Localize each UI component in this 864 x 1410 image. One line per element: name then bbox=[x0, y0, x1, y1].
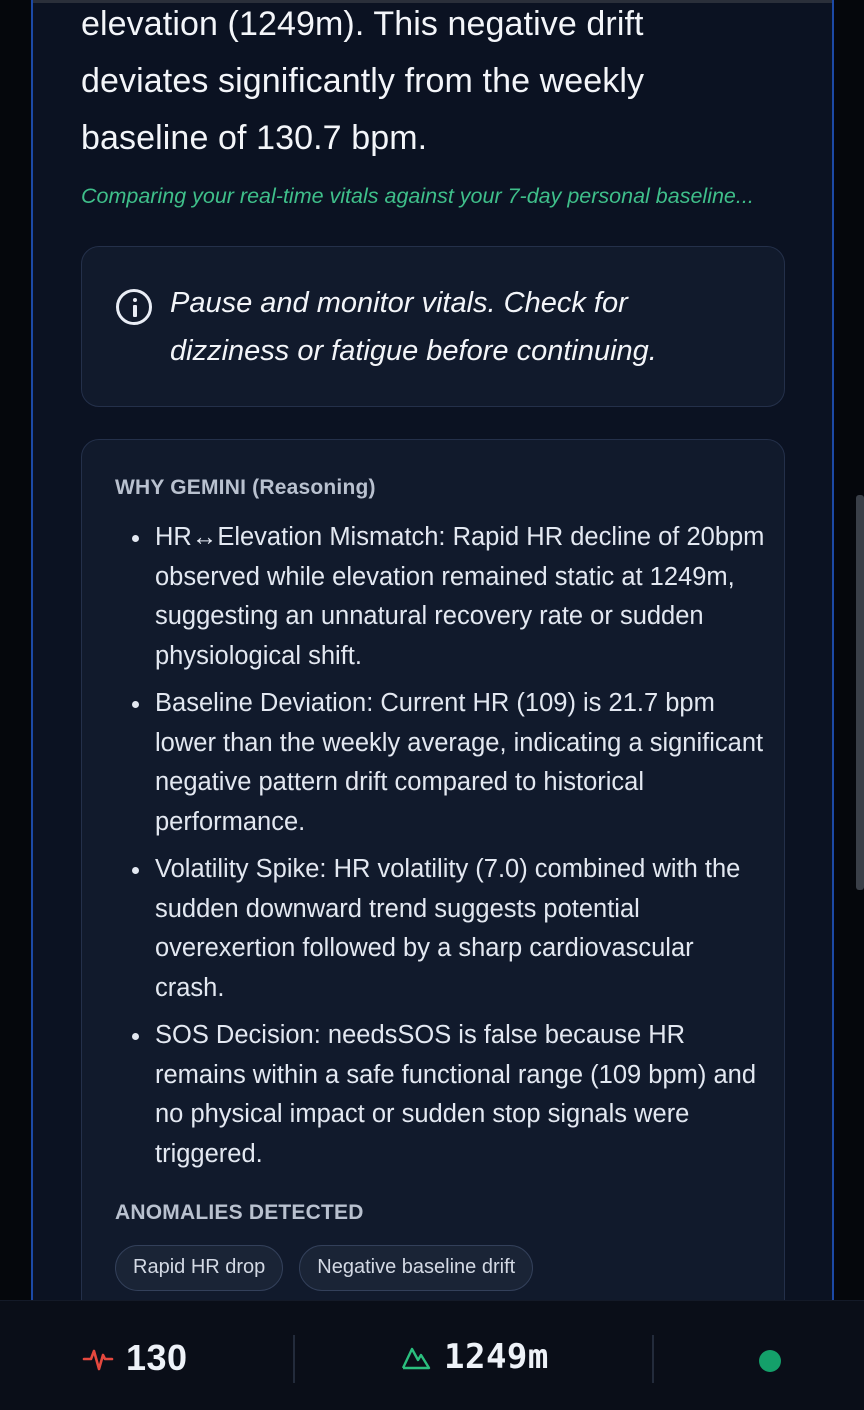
reasoning-item: SOS Decision: needsSOS is false because HR remains within a safe functional range (109 bpm) and no physical impact or sudden stop signals were triggered. bbox=[115, 1016, 765, 1174]
reasoning-title: WHY GEMINI (Reasoning) bbox=[115, 476, 376, 499]
reasoning-card bbox=[81, 439, 785, 1300]
info-icon bbox=[116, 289, 152, 325]
summary-line: deviates significantly from the weekly bbox=[81, 62, 645, 100]
divider bbox=[293, 1335, 295, 1383]
reasoning-item: HR↔Elevation Mismatch: Rapid HR decline of 20bpm observed while elevation remained static at 1249m, suggesting an unnatural recovery rate or sudden physiological shift. bbox=[115, 518, 765, 676]
baseline-status-text: Comparing your real-time vitals against your 7-day personal baseline... bbox=[81, 184, 754, 208]
elevation-value: 1249m bbox=[444, 1337, 549, 1377]
reasoning-item: Baseline Deviation: Current HR (109) is 21.7 bpm lower than the weekly average, indicating a significant negative pattern drift compared to historical performance. bbox=[115, 684, 765, 842]
mountain-icon bbox=[400, 1341, 432, 1373]
anomalies-title: ANOMALIES DETECTED bbox=[115, 1201, 364, 1224]
elevation-stat bbox=[400, 1337, 549, 1377]
advice-card bbox=[81, 246, 785, 407]
anomaly-chip[interactable]: Negative baseline drift bbox=[299, 1245, 533, 1291]
report-panel bbox=[31, 0, 834, 1300]
summary-line: baseline of 130.7 bpm. bbox=[81, 119, 428, 157]
scrollbar[interactable] bbox=[856, 495, 864, 890]
heart-pulse-icon bbox=[82, 1342, 114, 1374]
advice-text: Pause and monitor vitals. Check for dizziness or fatigue before continuing. bbox=[170, 287, 657, 367]
divider bbox=[652, 1335, 654, 1383]
vitals-bottom-bar bbox=[0, 1300, 864, 1410]
analysis-summary bbox=[81, 0, 786, 167]
reasoning-list bbox=[115, 518, 765, 1182]
summary-line: elevation (1249m). This negative drift bbox=[81, 5, 644, 43]
anomaly-chips bbox=[115, 1245, 533, 1291]
report-content bbox=[81, 0, 786, 1300]
heart-rate-stat bbox=[82, 1337, 188, 1379]
heart-rate-value: 130 bbox=[126, 1337, 188, 1378]
reasoning-item: Volatility Spike: HR volatility (7.0) combined with the sudden downward trend suggests potential overexertion followed by a sharp cardiovascular crash. bbox=[115, 850, 765, 1008]
anomaly-chip[interactable]: Rapid HR drop bbox=[115, 1245, 283, 1291]
connection-status-dot bbox=[759, 1350, 781, 1372]
